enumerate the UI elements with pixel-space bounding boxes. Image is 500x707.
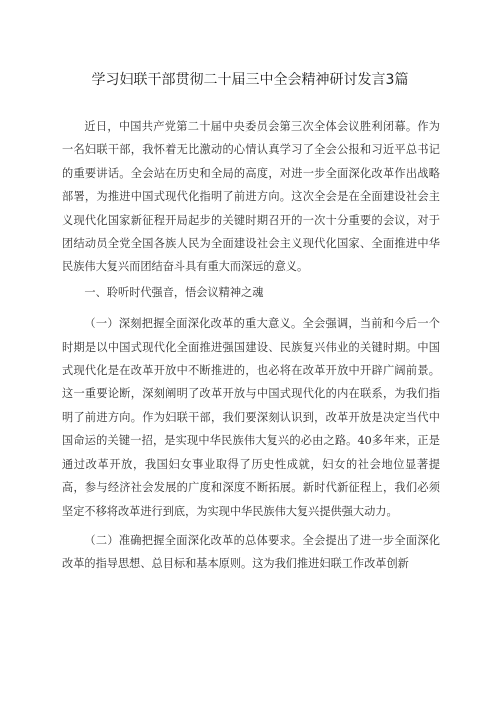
intro-paragraph: 近日，中国共产党第二十届中央委员会第三次全体会议胜利闭幕。作为一名妇联干部，我怀着无比激动的心情认真学习了全会公报和习近平总书记的重要讲话。全会站在历史和全局的高度，对进一步全面深化改革作出战略部署，为推进中国式现代化指明了前进方向。这次全会是在全面建设社会主义现代化国家新征程开局起步的关键时期召开的一次十分重要的会议，对于团结动员全党全国各族人民为全面建设社会主义现代化国家、全面推进中华民族伟大复兴而团结奋斗具有重大而深远的意义。 xyxy=(62,120,440,274)
document-body xyxy=(62,115,440,576)
section-1-heading: 一、聆听时代强音，悟会议精神之魂 xyxy=(84,285,264,299)
document-title: 学习妇联干部贯彻二十届三中全会精神研讨发言3篇 xyxy=(91,72,409,88)
subsection-1-paragraph: （一）深刻把握全面深化改革的重大意义。全会强调，当前和今后一个时期是以中国式现代化全面推进强国建设、民族复兴伟业的关键时期。中国式现代化是在改革开放中不断推进的，也必将在改革开放中开辟广阔前景。这一重要论断，深刻阐明了改革开放与中国式现代化的内在联系，为我们指明了前进方向。作为妇联干部，我们要深刻认识到，改革开放是决定当代中国命运的关键一招，是实现中华民族伟大复兴的必由之路。40多年来，正是通过改革开放，我国妇女事业取得了历史性成就，妇女的社会地位显著提高，参与经济社会发展的广度和深度不断拓展。新时代新征程上，我们必须坚定不移将改革进行到底，为实现中华民族伟大复兴提供强大动力。 xyxy=(62,317,440,518)
subsection-2-paragraph: （二）准确把握全面深化改革的总体要求。全会提出了进一步全面深化改革的指导思想、总目标和基本原则。这为我们推进妇联工作改革创新 xyxy=(62,533,440,571)
